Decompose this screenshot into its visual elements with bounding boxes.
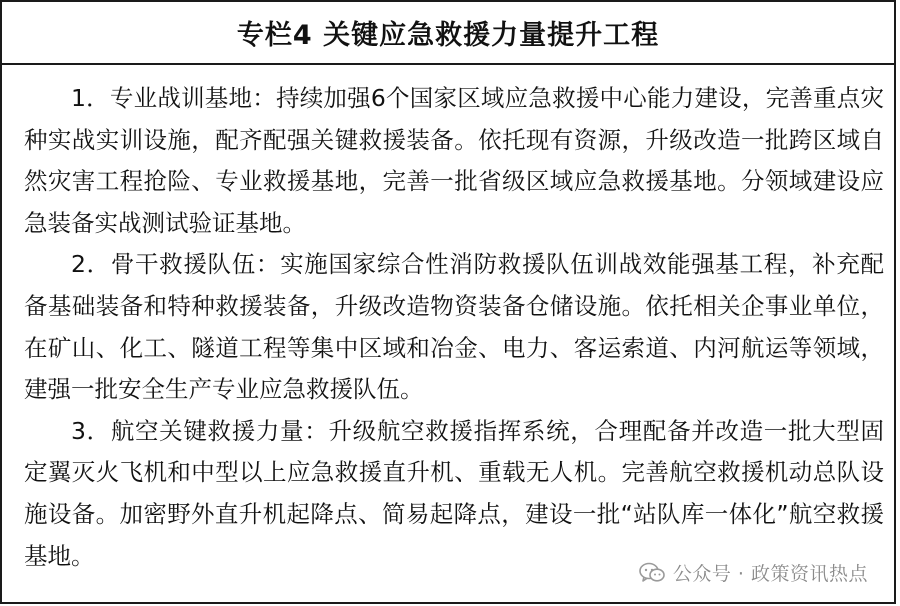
item-heading-1: 1．专业战训基地： [71,84,276,112]
wechat-watermark [637,557,872,588]
item-paragraph-2 [24,244,884,410]
title-bar [2,2,894,65]
item-heading-2: 2．骨干救援队伍： [71,250,281,279]
watermark-text: 公众号 · 政策资讯热点 [672,563,868,585]
item-heading-3: 3．航空关键救援力量： [71,416,329,445]
column-title: 专栏4 关键应急救援力量提升工程 [236,20,660,51]
item-paragraph-1 [24,78,884,244]
wechat-icon [639,562,665,584]
item-body-2: 实施国家综合性消防救援队伍训战效能强基工程，补充配备基础装备和特种救援装备，升级改造物资装备仓储设施。依托相关企事业单位，在矿山、化工、隧道工程等集中区域和冶金、电力、客运索道、内河航运等领域，建强一批安全生产专业应急救援队伍。 [24,250,885,404]
column-content [24,78,884,577]
item-body-3: 升级航空救援指挥系统，合理配备并改造一批大型固定翼灭火飞机和中型以上应急救援直升机、重载无人机。完善航空救援机动总队设施设备。加密野外直升机起降点、简易起降点，建设一批“站队库一体化”航空救援基地。 [24,416,884,570]
item-paragraph-3 [24,411,884,577]
item-body-1: 持续加强6个国家区域应急救援中心能力建设，完善重点灾种实战实训设施，配齐配强关键救援装备。依托现有资源，升级改造一批跨区域自然灾害工程抢险、专业救援基地，完善一批省级区域应急救援基地。分领域建设应急装备实战测试验证基地。 [24,84,885,237]
